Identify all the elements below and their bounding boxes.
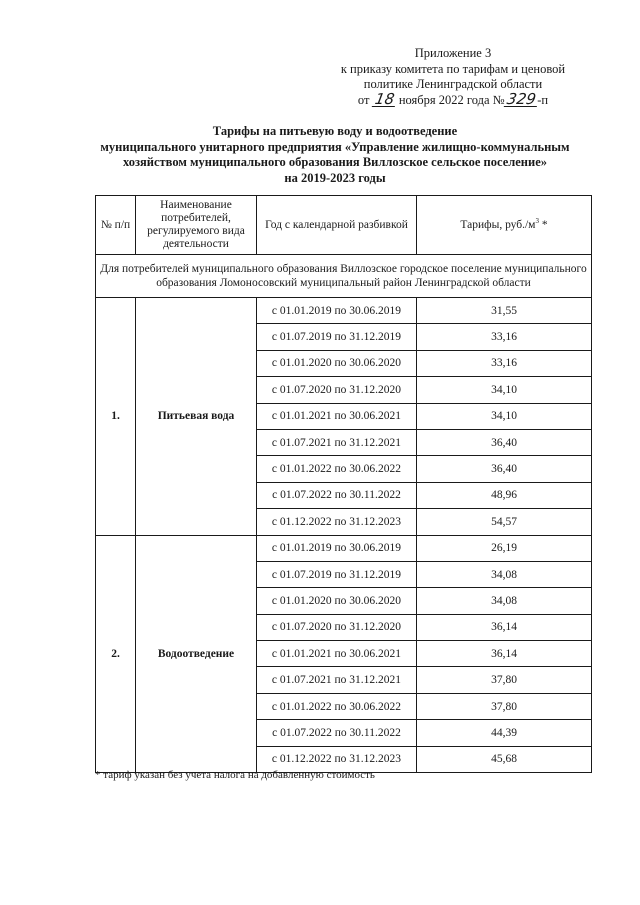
group-name: Водоотведение (136, 535, 257, 773)
appendix-title: Приложение 3 (414, 46, 492, 60)
tariff-cell: 34,10 (417, 403, 592, 429)
period-cell: с 01.07.2020 по 31.12.2020 (257, 614, 417, 640)
title-line-4: на 2019-2023 годы (284, 170, 386, 185)
period-cell: с 01.01.2019 по 30.06.2019 (257, 298, 417, 324)
tariff-cell: 34,08 (417, 588, 592, 614)
tariff-cell: 26,19 (417, 535, 592, 561)
table-row (96, 298, 592, 324)
period-cell: с 01.07.2019 по 31.12.2019 (257, 561, 417, 587)
period-cell: с 01.07.2022 по 30.11.2022 (257, 720, 417, 746)
table-header-row (96, 196, 592, 255)
header-name: Наименование потребителей, регулируемого вида деятельности (136, 196, 257, 255)
period-cell: с 01.07.2019 по 31.12.2019 (257, 324, 417, 350)
period-cell: с 01.07.2020 по 31.12.2020 (257, 377, 417, 403)
table-row (96, 535, 592, 561)
header-tariff-label: Тарифы, руб./м (460, 218, 536, 231)
tariff-cell: 34,10 (417, 377, 592, 403)
tariff-cell: 36,14 (417, 641, 592, 667)
period-cell: с 01.01.2022 по 30.06.2022 (257, 456, 417, 482)
header-tariff (417, 196, 592, 255)
period-cell: с 01.07.2022 по 30.11.2022 (257, 482, 417, 508)
header-tariff-asterisk: * (538, 218, 548, 231)
period-cell: с 01.01.2021 по 30.06.2021 (257, 403, 417, 429)
title-line-1: Тарифы на питьевую воду и водоотведение (212, 124, 458, 138)
section-title: Для потребителей муниципального образования Виллозское городское поселение муниципального образования Ломоносовский муниципальный район Ленинградской области (96, 255, 592, 298)
tariff-cell: 45,68 (417, 746, 592, 772)
tariff-cell: 31,55 (417, 298, 592, 324)
tariff-table (95, 195, 592, 773)
header-period: Год с календарной разбивкой (257, 196, 417, 255)
tariff-cell: 48,96 (417, 482, 592, 508)
tariff-cell: 33,16 (417, 324, 592, 350)
period-cell: с 01.07.2021 по 31.12.2021 (257, 429, 417, 455)
period-cell: с 01.01.2019 по 30.06.2019 (257, 535, 417, 561)
tariff-cell: 54,57 (417, 509, 592, 535)
section-row (96, 255, 592, 298)
title-line-2: муниципального унитарного предприятия «Управление жилищно-коммунальным (100, 139, 570, 154)
tariff-cell: 33,16 (417, 350, 592, 376)
tariff-cell: 44,39 (417, 720, 592, 746)
period-cell: с 01.12.2022 по 31.12.2023 (257, 509, 417, 535)
title-line-3: хозяйством муниципального образования Виллозское сельское поселение» (122, 155, 548, 169)
date-prefix: от (357, 92, 370, 107)
document-title (80, 124, 590, 186)
tariff-cell: 34,08 (417, 561, 592, 587)
date-rest: ноября 2022 года № (398, 92, 505, 107)
date-day-handwritten: 18 (373, 89, 396, 108)
order-number-handwritten: 329 (505, 89, 537, 108)
header-num: № п/п (96, 196, 136, 255)
period-cell: с 01.01.2022 по 30.06.2022 (257, 693, 417, 719)
period-cell: с 01.01.2021 по 30.06.2021 (257, 641, 417, 667)
group-name: Питьевая вода (136, 298, 257, 536)
period-cell: с 01.01.2020 по 30.06.2020 (257, 350, 417, 376)
tariff-cell: 36,40 (417, 456, 592, 482)
tariff-cell: 36,14 (417, 614, 592, 640)
period-cell: с 01.12.2022 по 31.12.2023 (257, 746, 417, 772)
table-body (96, 255, 592, 773)
appendix-date-line (323, 89, 583, 109)
footnote: * тариф указан без учета налога на добавленную стоимость (95, 769, 375, 781)
appendix-header (323, 46, 583, 108)
tariff-cell: 37,80 (417, 693, 592, 719)
appendix-order-ref: к приказу комитета по тарифам и ценовой (340, 61, 566, 76)
tariff-cell: 37,80 (417, 667, 592, 693)
period-cell: с 01.01.2020 по 30.06.2020 (257, 588, 417, 614)
tariff-cell: 36,40 (417, 429, 592, 455)
header-tariff-sup: 3 (535, 216, 539, 225)
appendix-committee: политике Ленинградской области (363, 77, 543, 91)
group-number: 2. (96, 535, 136, 773)
group-number: 1. (96, 298, 136, 536)
order-suffix: -п (537, 92, 549, 107)
period-cell: с 01.07.2021 по 31.12.2021 (257, 667, 417, 693)
